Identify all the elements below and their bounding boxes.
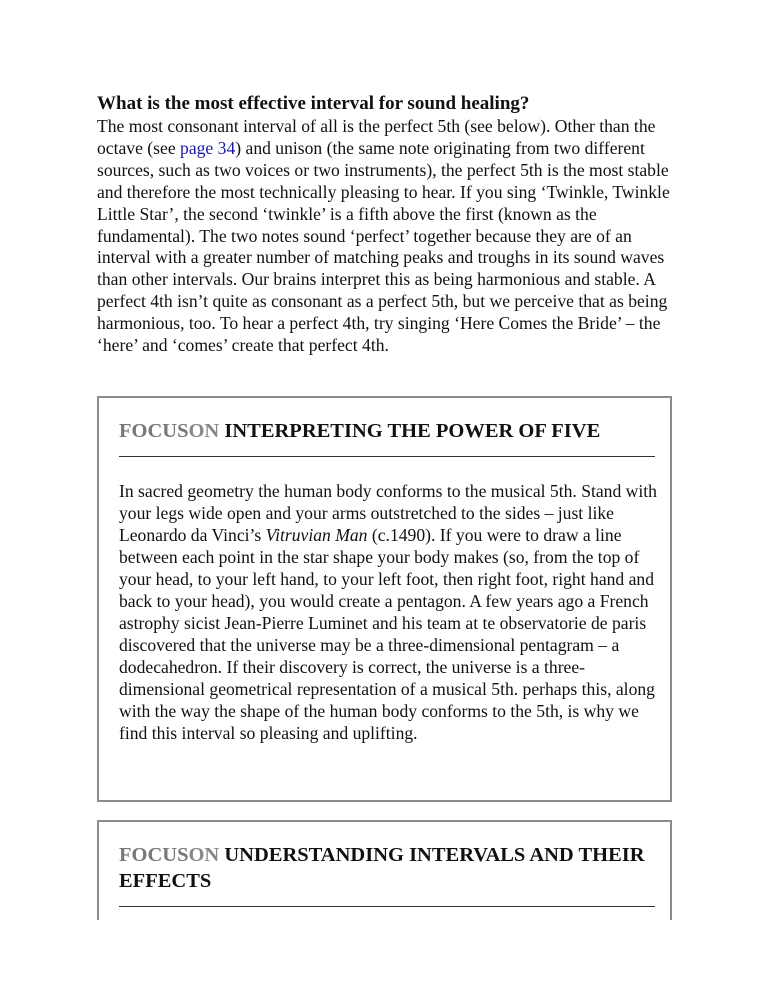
artwork-title: Vitruvian Man bbox=[265, 525, 368, 545]
focus-box-title bbox=[119, 418, 659, 444]
body-text-part1: In sacred geometry the human body conforms to the musical 5th. Stand with your legs wide open and your arms outstretched to the sides – just like Leonardo da Vinci’s bbox=[119, 481, 657, 545]
focus-box-title bbox=[119, 842, 659, 894]
focus-label: FOCUS bbox=[119, 844, 189, 866]
focus-label: FOCUS bbox=[119, 420, 189, 442]
intro-paragraph bbox=[97, 116, 687, 357]
focus-box-intervals bbox=[97, 820, 672, 920]
body-text-part2: (c.1490). If you were to draw a line between each point in the star shape your body makes (so, from the top of your head, to your left hand, to your left foot, then right foot, right hand and back to your head), you would create a pentagon. A few years ago a French astrophy sicist Jean-Pierre Luminet and his team at te observatorie de paris discovered that the universe may be a three-dimensional pentagram – a dodecahedron. If their discovery is correct, the universe is a three-dimensional geometrical representation of a musical 5th. perhaps this, along with the way the shape of the human body conforms to the 5th, is why we find this interval so pleasing and uplifting. bbox=[119, 525, 655, 743]
title-divider bbox=[119, 906, 655, 907]
focus-box-body bbox=[119, 480, 659, 744]
page-link[interactable]: page 34 bbox=[180, 137, 236, 158]
focus-on-label: ON bbox=[188, 420, 220, 442]
focus-box-heading: UNDERSTANDING INTERVALS AND THEIR EFFECTS bbox=[119, 844, 645, 892]
focus-box-power-of-five bbox=[97, 396, 672, 802]
title-divider bbox=[119, 456, 655, 457]
section-heading: What is the most effective interval for sound healing? bbox=[97, 93, 530, 114]
intro-text-part2: ) and unison (the same note originating from two different sources, such as two voices or two instruments), the perfect 5th is the most stable and therefore the most technically pleasing to hear. If you sing ‘Twinkle, Twinkle Little Star’, the second ‘twinkle’ is a fifth above the first (known as the fundamental). The two notes sound ‘perfect’ together because they are of an interval with a greater number of matching peaks and troughs in its sound waves than other intervals. Our brains interpret this as being harmonious and stable. A perfect 4th isn’t quite as consonant as a perfect 5th, but we perceive that as being harmonious, too. To hear a perfect 4th, try singing ‘Here Comes the Bride’ – the ‘here’ and ‘comes’ create that perfect 4th. bbox=[97, 137, 670, 356]
intro-text-part1: The most consonant interval of all is the perfect 5th (see below). Other than the octave (see bbox=[97, 116, 656, 158]
focus-box-heading: INTERPRETING THE POWER OF FIVE bbox=[219, 420, 601, 442]
focus-on-label: ON bbox=[188, 844, 220, 866]
